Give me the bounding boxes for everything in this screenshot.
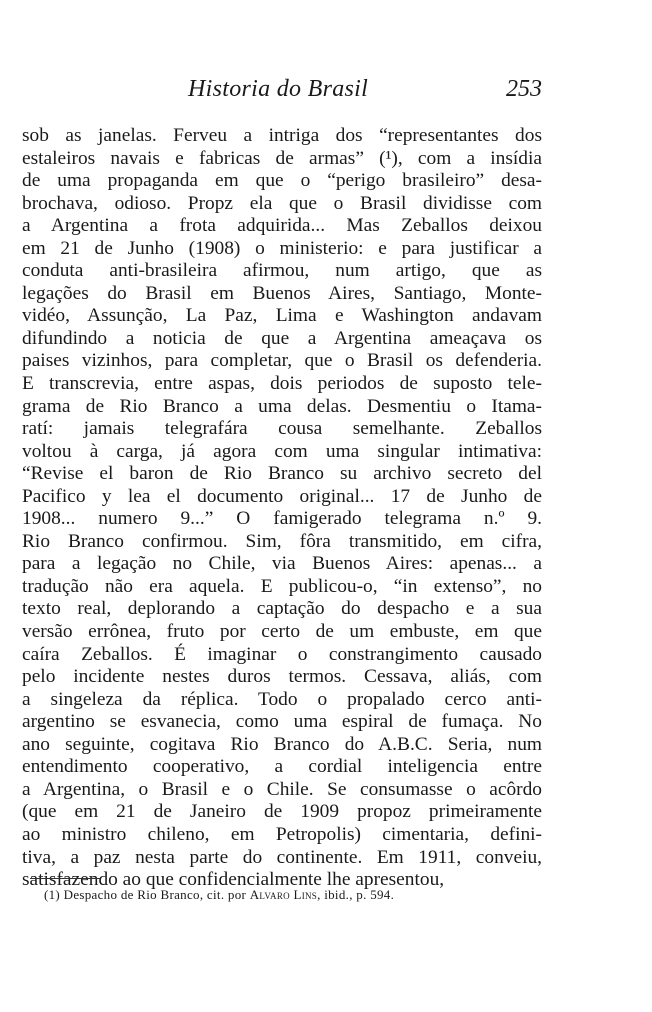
text-line: vidéo, Assunção, La Paz, Lima e Washington andavam — [22, 305, 542, 327]
footnote-marker: (1) — [44, 887, 61, 902]
footnote — [44, 887, 544, 903]
text-line: a Argentina a frota adquirida... Mas Zeballos deixou — [22, 215, 542, 237]
page-number: 253 — [506, 76, 542, 102]
text-line: E transcrevia, entre aspas, dois periodos de suposto tele- — [22, 373, 542, 395]
text-line: conduta anti-brasileira afirmou, num artigo, que as — [22, 260, 542, 282]
body-text — [22, 125, 542, 892]
text-line: satisfazendo ao que confidencialmente lhe apresentou, — [22, 869, 445, 891]
running-title: Historia do Brasil — [188, 76, 369, 102]
footnote-author: Alvaro Lins — [249, 887, 318, 902]
text-line: ao ministro chileno, em Petropolis) cimentaria, defini- — [22, 823, 542, 845]
text-line: “Revise el baron de Rio Branco su archivo secreto del — [22, 463, 542, 485]
text-line: tradução não era aquela. E publicou-o, “in extenso”, no — [22, 575, 542, 597]
text-line: sob as janelas. Ferveu a intriga dos “representantes dos — [22, 125, 542, 146]
text-line: tiva, a paz nesta parte do continente. Em 1911, conveiu, — [22, 846, 542, 868]
text-line: ano seguinte, cogitava Rio Branco do A.B.C. Seria, num — [22, 733, 542, 755]
text-line: Rio Branco confirmou. Sim, fôra transmitido, em cifra, — [22, 530, 542, 552]
text-line: voltou à carga, já agora com uma singular intimativa: — [22, 440, 542, 462]
text-line: (que em 21 de Janeiro de 1909 propoz primeiramente — [22, 801, 542, 823]
text-line: estaleiros navais e fabricas de armas” (¹), com a insídia — [22, 147, 542, 169]
text-line: ratí: jamais telegrafára cousa semelhante. Zeballos — [22, 418, 542, 440]
text-line: a singeleza da réplica. Todo o propalado cerco anti- — [22, 688, 542, 710]
text-line: legações do Brasil em Buenos Aires, Santiago, Monte- — [22, 282, 542, 304]
text-line: pelo incidente nestes duros termos. Cessava, aliás, com — [22, 666, 542, 688]
text-line: paises vizinhos, para completar, que o Brasil os defenderia. — [22, 350, 542, 372]
text-line: em 21 de Junho (1908) o ministerio: e para justificar a — [22, 237, 542, 259]
text-line: Pacifico y lea el documento original... 17 de Junho de — [22, 485, 542, 507]
footnote-rule — [30, 878, 100, 879]
text-line: difundindo a noticia de que a Argentina ameaçava os — [22, 327, 542, 349]
text-line: 1908... numero 9...” O famigerado telegrama n.º 9. — [22, 508, 542, 530]
text-line: para a legação no Chile, via Buenos Aires: apenas... a — [22, 553, 542, 575]
text-line: grama de Rio Branco a uma delas. Desmentiu o Itama- — [22, 395, 542, 417]
text-line: versão errônea, fruto por certo de um embuste, em que — [22, 621, 542, 643]
running-header — [22, 76, 542, 106]
text-line: a Argentina, o Brasil e o Chile. Se consumasse o acôrdo — [22, 778, 542, 800]
text-line: caíra Zeballos. É imaginar o constrangimento causado — [22, 643, 542, 665]
footnote-text: Despacho de Rio Branco, cit. por — [63, 887, 247, 902]
footnote-citation: , ibid., p. 594. — [317, 887, 395, 902]
text-line: de uma propaganda em que o “perigo brasileiro” desa- — [22, 170, 542, 192]
text-line: argentino se esvanecia, como uma espiral de fumaça. No — [22, 711, 542, 733]
text-line: brochava, odioso. Propz ela que o Brasil dividisse com — [22, 192, 542, 214]
text-line: texto real, deplorando a captação do despacho e a sua — [22, 598, 542, 620]
text-line: entendimento cooperativo, a cordial inteligencia entre — [22, 756, 542, 778]
